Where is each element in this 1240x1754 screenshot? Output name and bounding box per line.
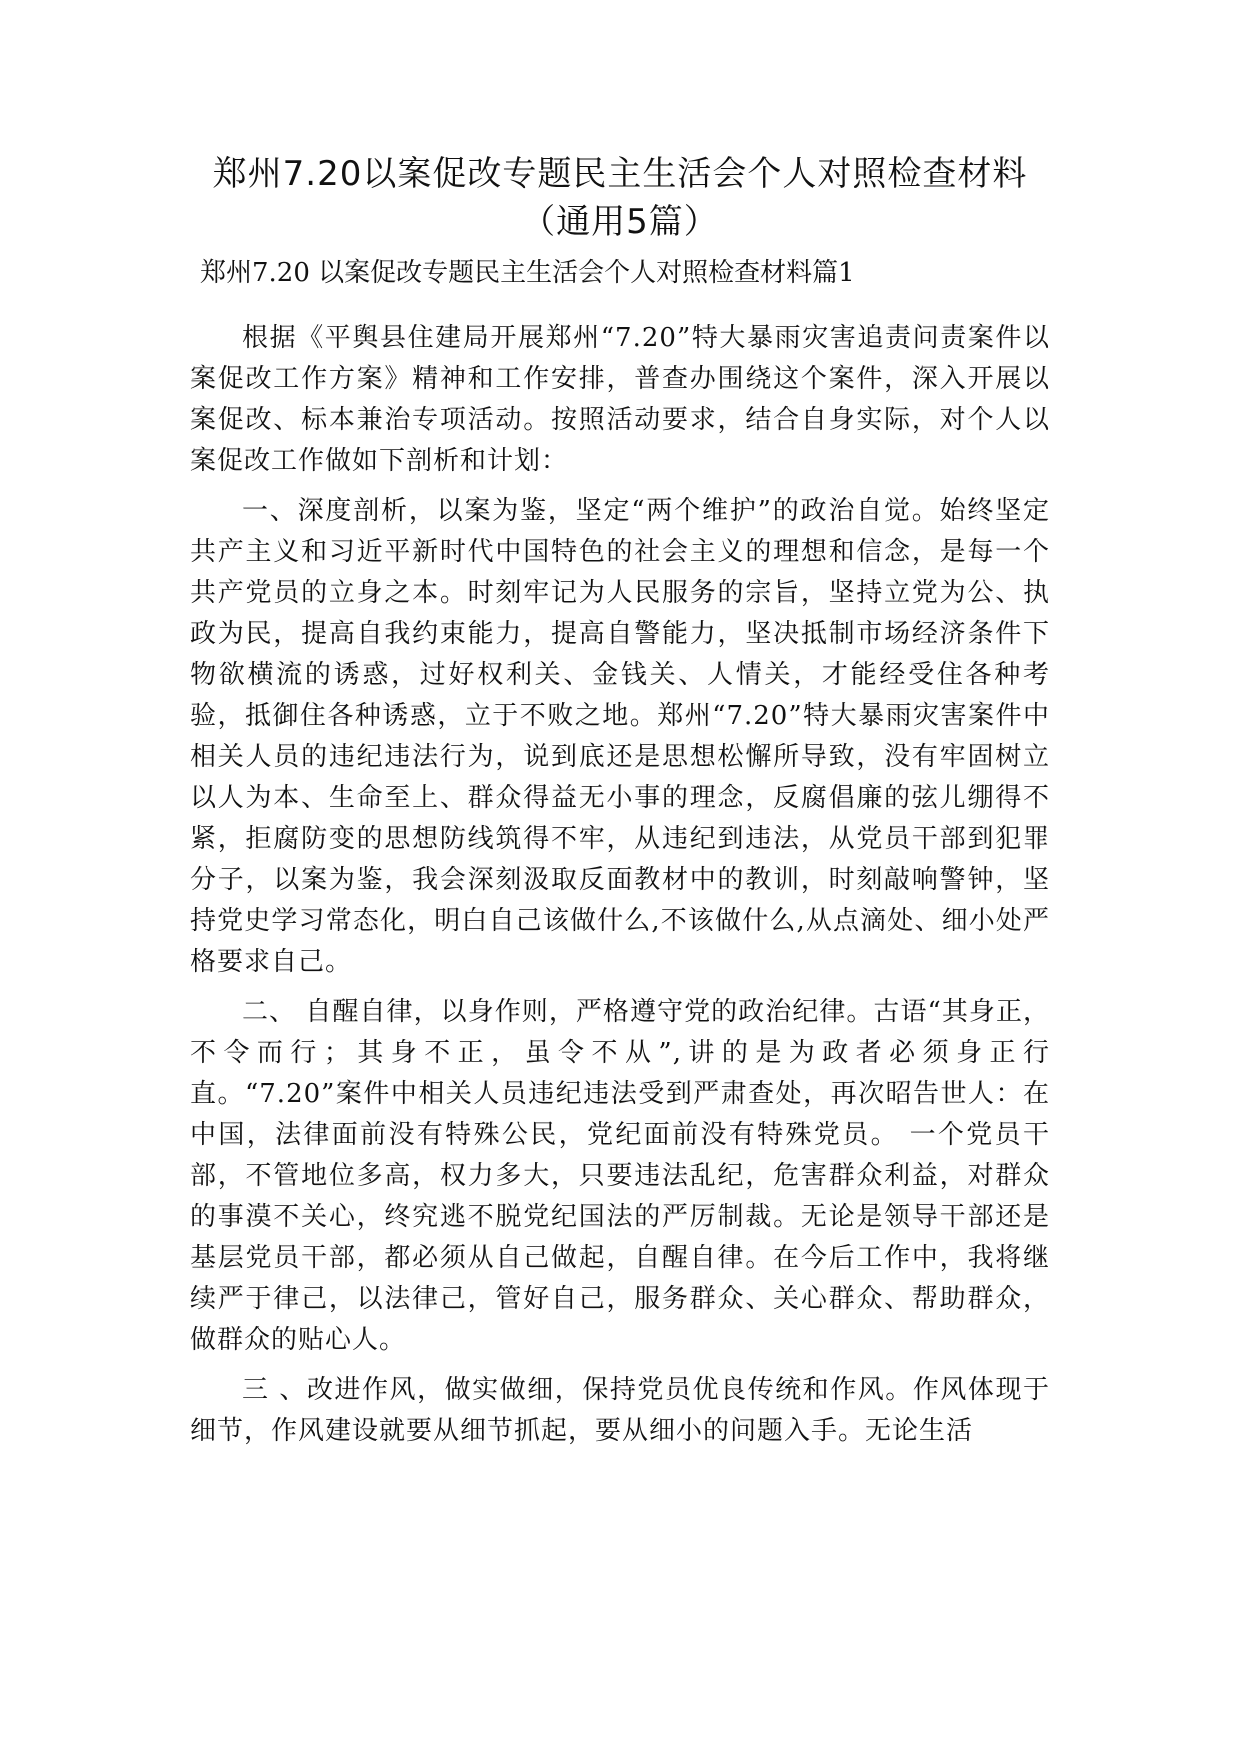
section-heading: 郑州7.20 以案促改专题民主生活会个人对照检查材料篇1 — [200, 258, 855, 288]
document-body — [190, 318, 1050, 1461]
paragraph-section-one: 一、深度剖析，以案为鉴，坚定“两个维护”的政治自觉。始终坚定共产主义和习近平新时代中国特色的社会主义的理想和信念，是每一个共产党员的立身之本。时刻牢记为人民服务的宗旨，坚持立党为公、执政为民，提高自我约束能力，提高自警能力，坚决抵制市场经济条件下物欲横流的诱惑，过好权利关、金钱关、人情关，才能经受住各种考验，抵御住各种诱惑，立于不败之地。郑州“7.20”特大暴雨灾害案件中相关人员的违纪违法行为，说到底还是思想松懈所导致，没有牢固树立以人为本、生命至上、群众得益无小事的理念，反腐倡廉的弦儿绷得不紧，拒腐防变的思想防线筑得不牢，从违纪到违法，从党员干部到犯罪分子，以案为鉴，我会深刻汲取反面教材中的教训，时刻敲响警钟，坚持党史学习常态化，明白自己该做什么,不该做什么,从点滴处、细小处严格要求自己。 — [190, 496, 1050, 977]
paragraph-section-three: 三 、改进作风，做实做细，保持党员优良传统和作风。作风体现于细节，作风建设就要从细节抓起，要从细小的问题入手。无论生活 — [190, 1375, 1050, 1446]
page-title: 郑州7.20以案促改专题民主生活会个人对照检查材料（通用5篇） — [212, 154, 1028, 242]
paragraph-intro: 根据《平舆县住建局开展郑州“7.20”特大暴雨灾害追责问责案件以案促改工作方案》精神和工作安排，普查办围绕这个案件，深入开展以案促改、标本兼治专项活动。按照活动要求，结合自身实际，对个人以案促改工作做如下剖析和计划： — [190, 323, 1050, 476]
paragraph-section-two: 二、 自醒自律，以身作则，严格遵守党的政治纪律。古语“其身正，不令而行；其身不正，虽令不从”,讲的是为政者必须身正行直。“7.20”案件中相关人员违纪违法受到严肃查处，再次昭告世人：在中国，法律面前没有特殊公民，党纪面前没有特殊党员。 一个党员干部，不管地位多高，权力多大，只要违法乱纪，危害群众利益，对群众的事漠不关心，终究逃不脱党纪国法的严厉制裁。无论是领导干部还是基层党员干部，都必须从自己做起，自醒自律。在今后工作中，我将继续严于律己，以法律己，管好自己，服务群众、关心群众、帮助群众，做群众的贴心人。 — [190, 997, 1050, 1355]
